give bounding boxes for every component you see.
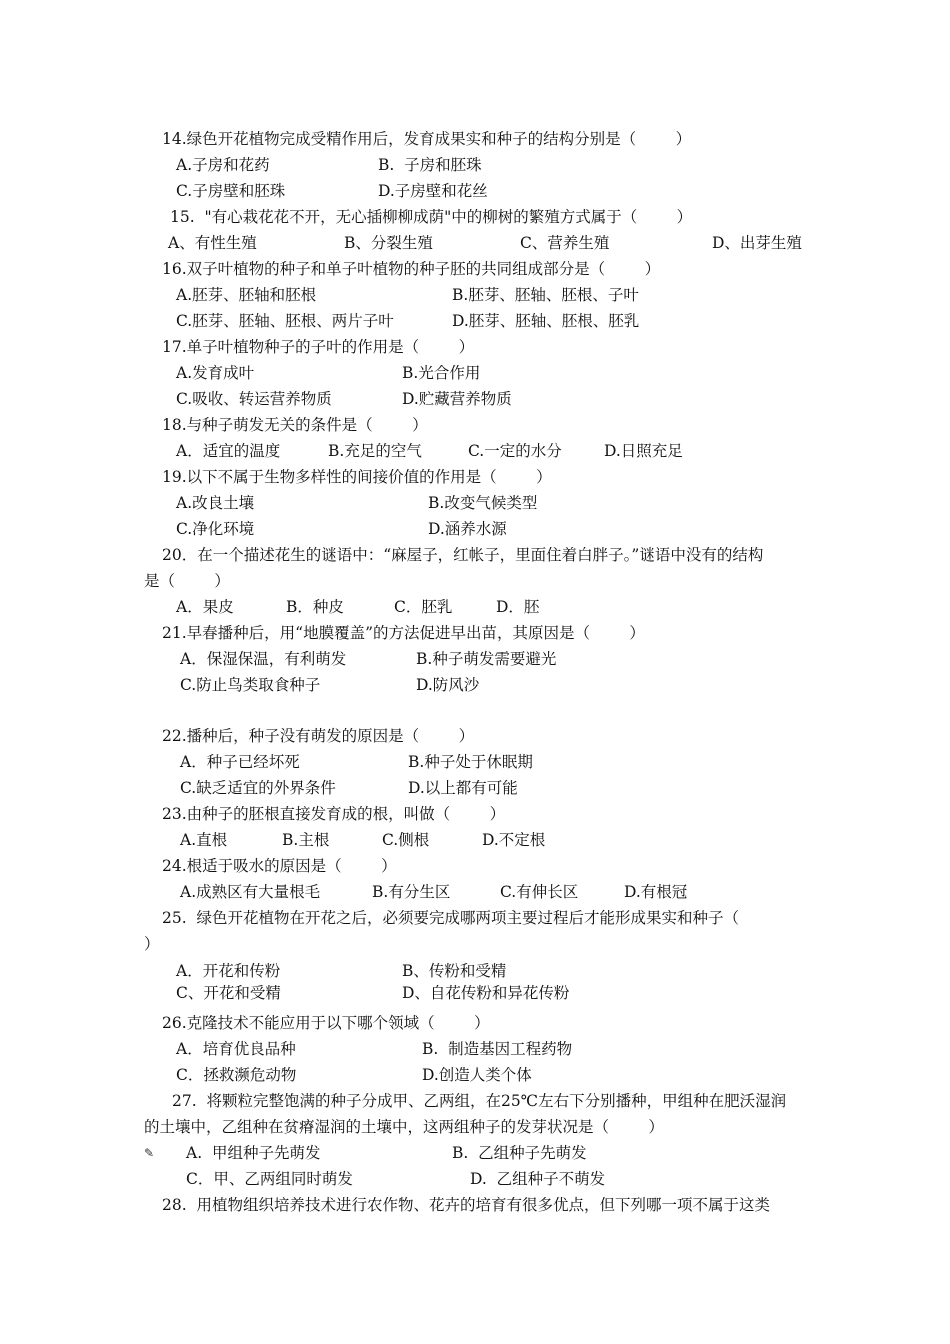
q16-option-a: A.胚芽、胚轴和胚根 [176, 286, 317, 304]
q20-option-b: B．种皮 [286, 598, 344, 616]
q18-option-d: D.日照充足 [604, 442, 683, 460]
question-16-stem: 16.双子叶植物的种子和单子叶植物的种子胚的共同组成部分是（ ） [162, 260, 661, 278]
q26-option-d: D.创造人类个体 [422, 1066, 532, 1084]
q15-option-c: C、营养生殖 [520, 234, 610, 252]
q27-option-d: D. 乙组种子不萌发 [470, 1170, 606, 1188]
q22-option-a: A．种子已经坏死 [180, 753, 300, 771]
question-14-stem: 14.绿色开花植物完成受精作用后，发育成果实和种子的结构分别是（ ） [162, 130, 692, 148]
q21-option-b: B.种子萌发需要避光 [416, 650, 557, 668]
q17-option-b: B.光合作用 [402, 364, 481, 382]
q16-option-c: C.胚芽、胚轴、胚根、两片子叶 [176, 312, 394, 330]
question-20-stem-cont: 是（ ） [144, 572, 230, 590]
q21-option-a: A．保湿保温，有利萌发 [180, 650, 347, 668]
q25-option-d: D、自花传粉和异花传粉 [402, 984, 570, 1002]
q23-option-d: D.不定根 [482, 831, 546, 849]
question-25-stem-cont: ） [144, 935, 160, 953]
q25-option-b: B、传粉和受精 [402, 962, 507, 980]
question-19-stem: 19.以下不属于生物多样性的间接价值的作用是（ ） [162, 468, 552, 486]
q15-option-d: D、出芽生殖 [712, 234, 802, 252]
question-15-stem: 15. "有心栽花花不开，无心插柳柳成荫"中的柳树的繁殖方式属于（ ） [170, 208, 693, 226]
q15-option-b: B、分裂生殖 [344, 234, 433, 252]
q21-option-c: C.防止鸟类取食种子 [180, 676, 321, 694]
q18-option-a: A．适宜的温度 [176, 442, 281, 460]
q27-option-a: A. 甲组种子先萌发 [186, 1144, 321, 1162]
question-23-stem: 23.由种子的胚根直接发育成的根，叫做（ ） [162, 805, 506, 823]
q20-option-d: D．胚 [496, 598, 540, 616]
question-27-stem-cont: 的土壤中，乙组种在贫瘠湿润的土壤中，这两组种子的发芽状况是（ ） [144, 1118, 664, 1136]
question-24-stem: 24.根适于吸水的原因是（ ） [162, 857, 397, 875]
q18-option-c: C.一定的水分 [468, 442, 562, 460]
question-27-stem: 27. 将颗粒完整饱满的种子分成甲、乙两组，在25℃左右下分别播种，甲组种在肥沃湿润 [172, 1092, 787, 1110]
question-22-stem: 22.播种后，种子没有萌发的原因是（ ） [162, 727, 475, 745]
q23-option-b: B.主根 [282, 831, 330, 849]
q14-option-b: B. 子房和胚珠 [378, 156, 482, 174]
question-21-stem: 21.早春播种后，用“地膜覆盖”的方法促进早出苗，其原因是（ ） [162, 624, 645, 642]
q23-option-c: C.侧根 [382, 831, 430, 849]
hand-pointer-icon: ✎ [144, 1146, 155, 1160]
q22-option-d: D.以上都有可能 [408, 779, 518, 797]
q17-option-a: A.发育成叶 [176, 364, 255, 382]
q24-option-c: C.有伸长区 [500, 883, 579, 901]
q17-option-d: D.贮藏营养物质 [402, 390, 512, 408]
q16-option-d: D.胚芽、胚轴、胚根、胚乳 [452, 312, 640, 330]
q25-option-c: C、开花和受精 [176, 984, 281, 1002]
q27-option-c: C．甲、乙两组同时萌发 [186, 1170, 353, 1188]
question-20-stem: 20．在一个描述花生的谜语中：“麻屋子，红帐子，里面住着白胖子。”谜语中没有的结构 [162, 546, 764, 564]
q21-option-d: D.防风沙 [416, 676, 480, 694]
q14-option-d: D.子房壁和花丝 [378, 182, 488, 200]
q22-option-c: C.缺乏适宜的外界条件 [180, 779, 336, 797]
q20-option-c: C．胚乳 [394, 598, 453, 616]
q18-option-b: B.充足的空气 [328, 442, 422, 460]
q26-option-c: C．拯救濒危动物 [176, 1066, 297, 1084]
question-17-stem: 17.单子叶植物种子的子叶的作用是（ ） [162, 338, 475, 356]
q26-option-b: B. 制造基因工程药物 [422, 1040, 573, 1058]
q14-option-c: C.子房壁和胚珠 [176, 182, 286, 200]
q27-option-b: B. 乙组种子先萌发 [452, 1144, 587, 1162]
q25-option-a: A．开花和传粉 [176, 962, 281, 980]
q20-option-a: A．果皮 [176, 598, 234, 616]
q22-option-b: B.种子处于休眠期 [408, 753, 533, 771]
q19-option-a: A.改良土壤 [176, 494, 255, 512]
q16-option-b: B.胚芽、胚轴、胚根、子叶 [452, 286, 639, 304]
q17-option-c: C.吸收、转运营养物质 [176, 390, 332, 408]
q19-option-c: C.净化环境 [176, 520, 255, 538]
question-25-stem: 25. 绿色开花植物在开花之后，必须要完成哪两项主要过程后才能形成果实和种子（ [162, 909, 740, 927]
q24-option-b: B.有分生区 [372, 883, 451, 901]
q24-option-d: D.有根冠 [624, 883, 688, 901]
question-18-stem: 18.与种子萌发无关的条件是（ ） [162, 416, 428, 434]
q23-option-a: A.直根 [180, 831, 228, 849]
q15-option-a: A、有性生殖 [168, 234, 257, 252]
question-26-stem: 26.克隆技术不能应用于以下哪个领域（ ） [162, 1014, 490, 1032]
question-28-stem: 28. 用植物组织培养技术进行农作物、花卉的培育有很多优点，但下列哪一项不属于这类 [162, 1196, 771, 1214]
q24-option-a: A.成熟区有大量根毛 [180, 883, 321, 901]
q14-option-a: A.子房和花药 [176, 156, 270, 174]
q19-option-d: D.涵养水源 [428, 520, 507, 538]
q26-option-a: A．培育优良品种 [176, 1040, 296, 1058]
q19-option-b: B.改变气候类型 [428, 494, 538, 512]
